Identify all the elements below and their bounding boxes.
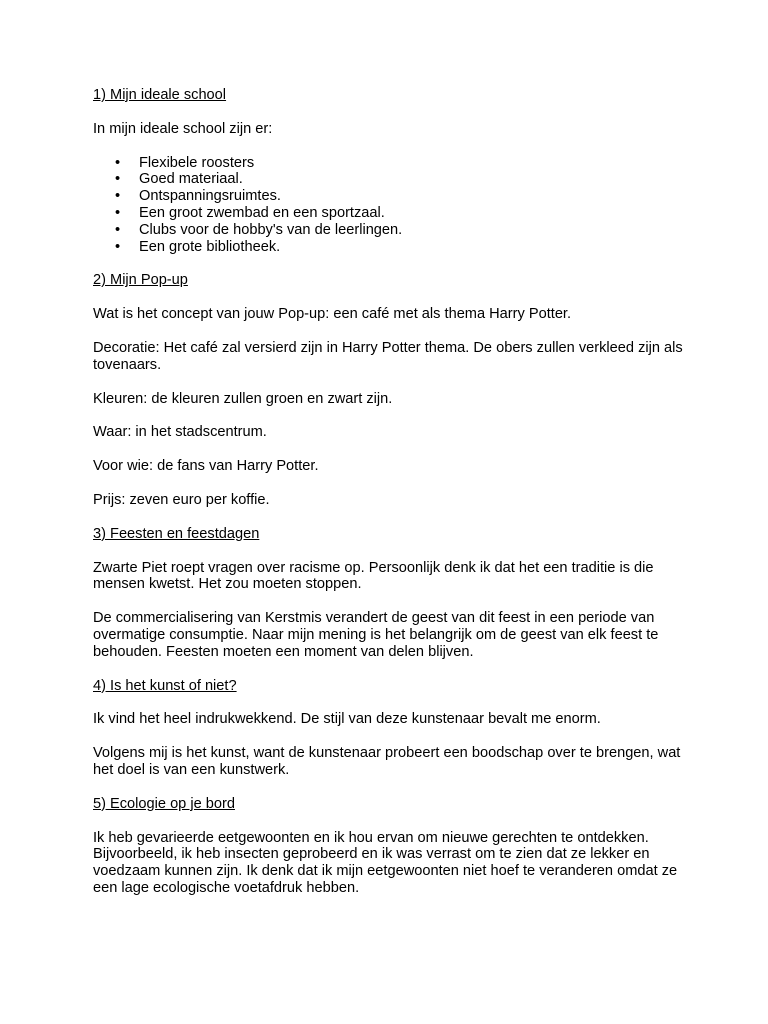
section-ideale-school: [93, 87, 683, 255]
bullet-icon: •: [115, 238, 121, 255]
list-item: [93, 222, 683, 239]
list-item: [93, 171, 683, 188]
section-heading: 1) Mijn ideale school: [93, 87, 227, 103]
paragraph: Decoratie: Het café zal versierd zijn in Harry Potter thema. De obers zullen verkleed zijn als tovenaars.: [93, 339, 683, 373]
paragraph: Ik heb gevarieerde eetgewoonten en ik hou ervan om nieuwe gerechten te ontdekken. Bijvoorbeeld, ik heb insecten geprobeerd en ik was verrast om te zien dat ze lekker en voedzaam kunnen zijn. Ik denk dat ik mijn eetgewoonten niet hoef te veranderen omdat ze een lage ecologische voetafdruk hebben.: [93, 829, 678, 896]
paragraph: Ik vind het heel indrukwekkend. De stijl van deze kunstenaar bevalt me enorm.: [93, 711, 601, 728]
section-heading: 4) Is het kunst of niet?: [93, 677, 237, 694]
section-heading: 5) Ecologie op je bord: [93, 795, 235, 812]
section-feesten: [93, 526, 683, 661]
section-heading: 2) Mijn Pop-up: [93, 272, 188, 289]
list-item-text: Een groot zwembad en een sportzaal.: [139, 204, 385, 221]
list-item-text: Een grote bibliotheek.: [139, 238, 281, 255]
bullet-icon: •: [115, 188, 121, 205]
paragraph: Prijs: zeven euro per koffie.: [93, 491, 270, 508]
list-item-text: Flexibele roosters: [139, 154, 255, 171]
paragraph: In mijn ideale school zijn er:: [93, 120, 273, 137]
section-kunst: [93, 678, 683, 779]
list-item: [93, 155, 683, 172]
list-item: [93, 188, 683, 205]
list-item: [93, 239, 683, 256]
paragraph: Kleuren: de kleuren zullen groen en zwart zijn.: [93, 390, 393, 407]
bullet-icon: •: [115, 204, 121, 221]
list-item-text: Ontspanningsruimtes.: [139, 188, 281, 205]
paragraph: De commercialisering van Kerstmis verandert de geest van dit feest in een periode van overmatige consumptie. Naar mijn mening is het belangrijk om de geest van elk feest te behouden. Feesten moeten een moment van delen blijven.: [93, 610, 659, 660]
paragraph: Volgens mij is het kunst, want de kunstenaar probeert een boodschap over te brengen, wat het doel is van een kunstwerk.: [93, 745, 681, 778]
bullet-icon: •: [115, 171, 121, 188]
paragraph: Waar: in het stadscentrum.: [93, 424, 267, 441]
section-ecologie: [93, 796, 683, 897]
bullet-list: [93, 155, 683, 256]
list-item-text: Clubs voor de hobby's van de leerlingen.: [139, 221, 403, 238]
bullet-icon: •: [115, 221, 121, 238]
section-heading: 3) Feesten en feestdagen: [93, 525, 260, 542]
bullet-icon: •: [115, 154, 121, 171]
paragraph: Zwarte Piet roept vragen over racisme op. Persoonlijk denk ik dat het een traditie is die mensen kwetst. Het zou moeten stoppen.: [93, 559, 654, 593]
section-pop-up: [93, 272, 683, 508]
paragraph: Voor wie: de fans van Harry Potter.: [93, 458, 319, 475]
list-item: [93, 205, 683, 222]
list-item-text: Goed materiaal.: [139, 171, 243, 188]
document-page: [93, 87, 683, 897]
paragraph: Wat is het concept van jouw Pop-up: een café met als thema Harry Potter.: [93, 306, 572, 323]
